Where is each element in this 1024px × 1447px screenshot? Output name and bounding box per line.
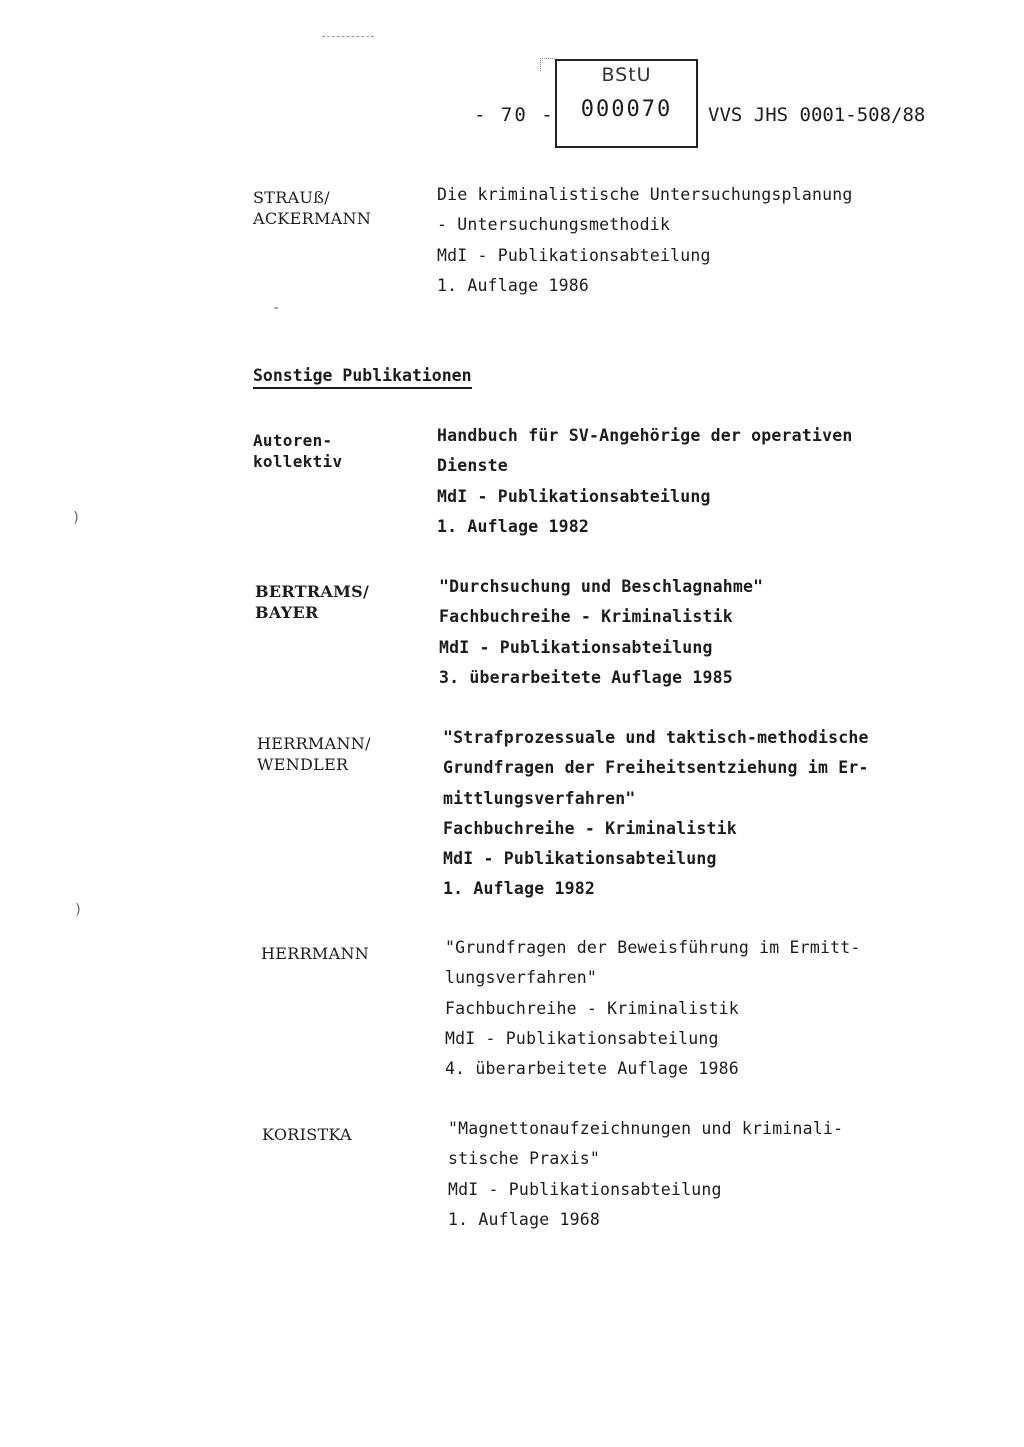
- bibliography-entry: [437, 180, 853, 301]
- author-line: Autoren-: [253, 431, 333, 450]
- entry-line: Fachbuchreihe - Kriminalistik: [439, 607, 733, 627]
- stamp-org: BStU: [601, 64, 652, 86]
- section-heading: Sonstige Publikationen: [253, 366, 472, 389]
- top-dash-mark: [322, 36, 374, 37]
- entry-line: MdI - Publikationsabteilung: [443, 849, 717, 869]
- margin-mark: ): [74, 902, 83, 918]
- entry-line: 3. überarbeitete Auflage 1985: [439, 667, 733, 687]
- entry-line: 1. Auflage 1982: [443, 879, 596, 899]
- entry-line: Grundfragen der Freiheitsentziehung im Er-: [443, 758, 869, 778]
- entry-authors: [253, 187, 371, 229]
- entry-line: MdI - Publikationsabteilung: [445, 1028, 719, 1048]
- document-reference: VVS JHS 0001-508/88: [708, 104, 926, 126]
- stamp-corner-mark: [540, 58, 555, 71]
- entry-line: "Grundfragen der Beweisführung im Ermitt-: [445, 938, 861, 957]
- page-number: - 70 -: [474, 104, 555, 126]
- bibliography-entry: [439, 572, 763, 693]
- entry-line: Fachbuchreihe - Kriminalistik: [445, 998, 739, 1018]
- entry-line: "Durchsuchung und Beschlagnahme": [439, 577, 764, 596]
- entry-line: MdI - Publikationsabteilung: [448, 1179, 722, 1199]
- entry-line: 4. überarbeitete Auflage 1986: [445, 1059, 739, 1079]
- archive-stamp: [555, 59, 698, 148]
- entry-authors: [255, 581, 369, 623]
- author-line: HERRMANN: [261, 944, 370, 963]
- stray-mark: -: [272, 300, 281, 316]
- entry-line: Handbuch für SV-Angehörige der operativen: [437, 426, 853, 445]
- author-line: HERRMANN/: [257, 734, 371, 753]
- entry-line: Dienste: [437, 456, 508, 476]
- entry-line: MdI - Publikationsabteilung: [437, 486, 711, 506]
- entry-line: 1. Auflage 1986: [437, 275, 590, 295]
- entry-line: "Magnettonaufzeichnungen und kriminali-: [448, 1119, 844, 1138]
- author-line: ACKERMANN: [253, 209, 372, 228]
- entry-line: - Untersuchungsmethodik: [437, 215, 671, 235]
- entry-line: mittlungsverfahren": [443, 788, 636, 808]
- bibliography-entry: [443, 723, 869, 905]
- author-line: BERTRAMS/: [255, 582, 370, 601]
- entry-line: MdI - Publikationsabteilung: [437, 245, 711, 265]
- bibliography-entry: [445, 933, 861, 1084]
- entry-line: stische Praxis": [448, 1149, 601, 1169]
- stamp-number: 000070: [580, 97, 673, 122]
- author-line: STRAUß/: [253, 188, 330, 207]
- author-line: KORISTKA: [262, 1125, 352, 1144]
- entry-line: Fachbuchreihe - Kriminalistik: [443, 818, 737, 838]
- bibliography-entry: [437, 421, 853, 542]
- entry-line: 1. Auflage 1982: [437, 516, 590, 536]
- bibliography-entry: [448, 1114, 843, 1235]
- author-line: BAYER: [255, 603, 319, 622]
- entry-authors: [257, 733, 371, 775]
- entry-line: Die kriminalistische Untersuchungsplanung: [437, 185, 853, 204]
- entry-authors: [261, 943, 369, 964]
- margin-mark: ): [72, 510, 81, 526]
- entry-line: MdI - Publikationsabteilung: [439, 637, 713, 657]
- entry-line: 1. Auflage 1968: [448, 1209, 601, 1229]
- entry-line: lungsverfahren": [445, 968, 598, 988]
- entry-authors: [253, 430, 342, 472]
- entry-authors: [262, 1124, 352, 1145]
- author-line: kollektiv: [253, 452, 343, 471]
- entry-line: "Strafprozessuale und taktisch-methodische: [443, 728, 869, 747]
- author-line: WENDLER: [257, 755, 349, 774]
